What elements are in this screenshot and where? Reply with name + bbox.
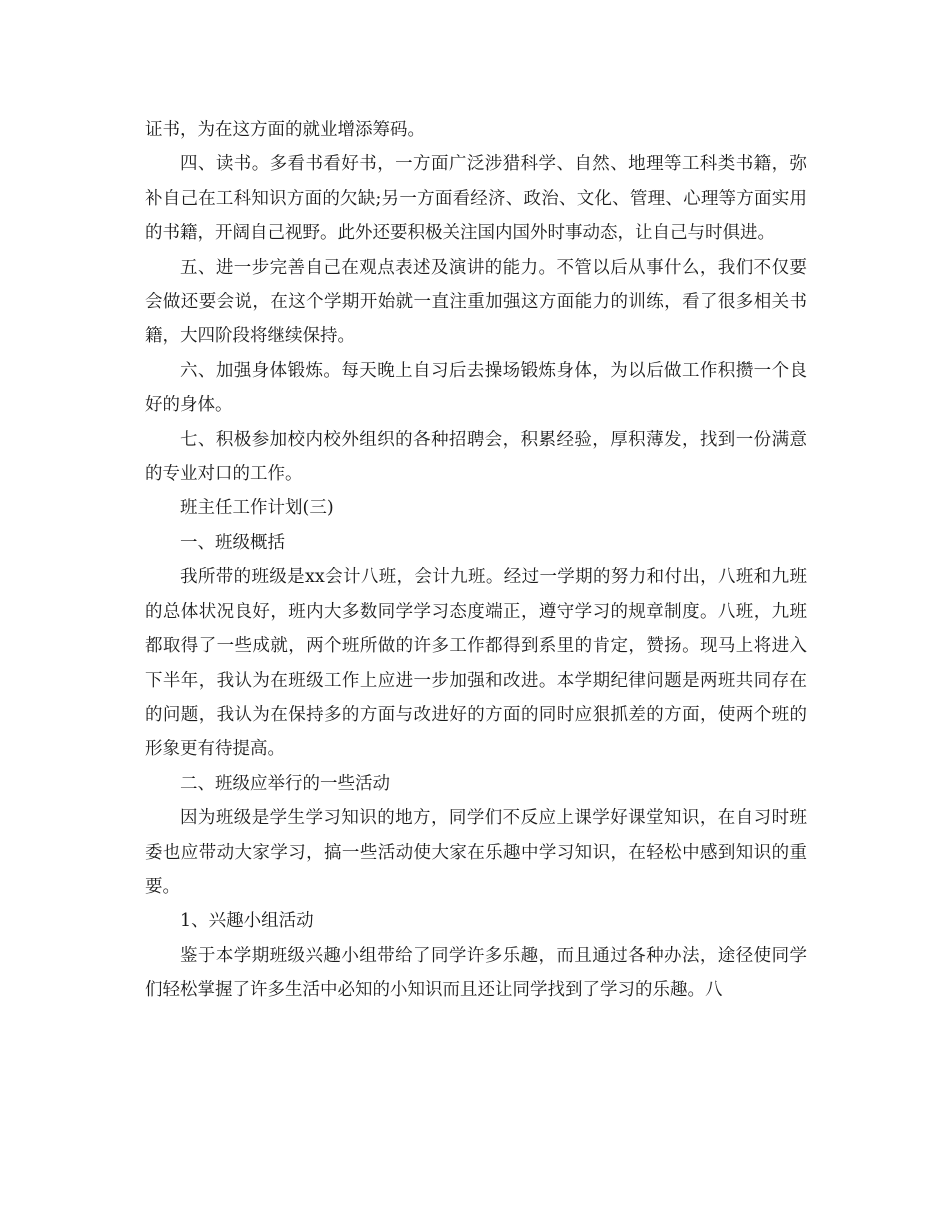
paragraph-reading: 四、读书。多看书看好书，一方面广泛涉猎科学、自然、地理等工科类书籍，弥补自己在工科知识方面的欠缺;另一方面看经济、政治、文化、管理、心理等方面实用的书籍，开阔自己视野。此外还要积极关注国内国外时事动态，让自己与时俱进。	[145, 154, 807, 244]
paragraph-class-activities: 因为班级是学生学习知识的地方，同学们不反应上课学好课堂知识，在自习时班委也应带动大家学习，搞一些活动使大家在乐趣中学习知识，在轻松中感到知识的重要。	[145, 808, 807, 897]
section-title: 班主任工作计划(三)	[180, 498, 334, 519]
heading-class-overview: 一、班级概括	[180, 532, 285, 553]
heading-class-activities: 二、班级应举行的一些活动	[180, 773, 390, 794]
paragraph-speaking: 五、进一步完善自己在观点表述及演讲的能力。不管以后从事什么，我们不仅要会做还要会说，在这个学期开始就一直注重加强这方面能力的训练，看了很多相关书籍，大四阶段将继续保持。	[145, 257, 807, 347]
paragraph-interest-groups: 鉴于本学期班级兴趣小组带给了同学许多乐趣，而且通过各种办法，途径使同学们轻松掌握了许多生活中必知的小知识而且还让同学找到了学习的乐趣。八	[145, 945, 807, 1001]
paragraph-class-overview: 我所带的班级是xx会计八班，会计九班。经过一学期的努力和付出，八班和九班的总体状况良好，班内大多数同学学习态度端正，遵守学习的规章制度。八班，九班都取得了一些成就，两个班所做的许多工作都得到系里的肯定，赞扬。现马上将进入下半年，我认为在班级工作上应进一步加强和改进。本学期纪律问题是两班共同存在的问题，我认为在保持多的方面与改进好的方面的同时应狠抓差的方面，使两个班的形象更有待提高。	[145, 567, 807, 760]
paragraph-exercise: 六、加强身体锻炼。每天晚上自习后去操场锻炼身体，为以后做工作积攒一个良好的身体。	[145, 360, 807, 416]
document-body	[145, 113, 807, 1008]
heading-interest-groups: 1、兴趣小组活动	[180, 911, 314, 932]
paragraph-certificate: 证书，为在这方面的就业增添筹码。	[145, 120, 425, 140]
paragraph-job-fairs: 七、积极参加校内校外组织的各种招聘会，积累经验，厚积薄发，找到一份满意的专业对口的工作。	[145, 429, 807, 485]
